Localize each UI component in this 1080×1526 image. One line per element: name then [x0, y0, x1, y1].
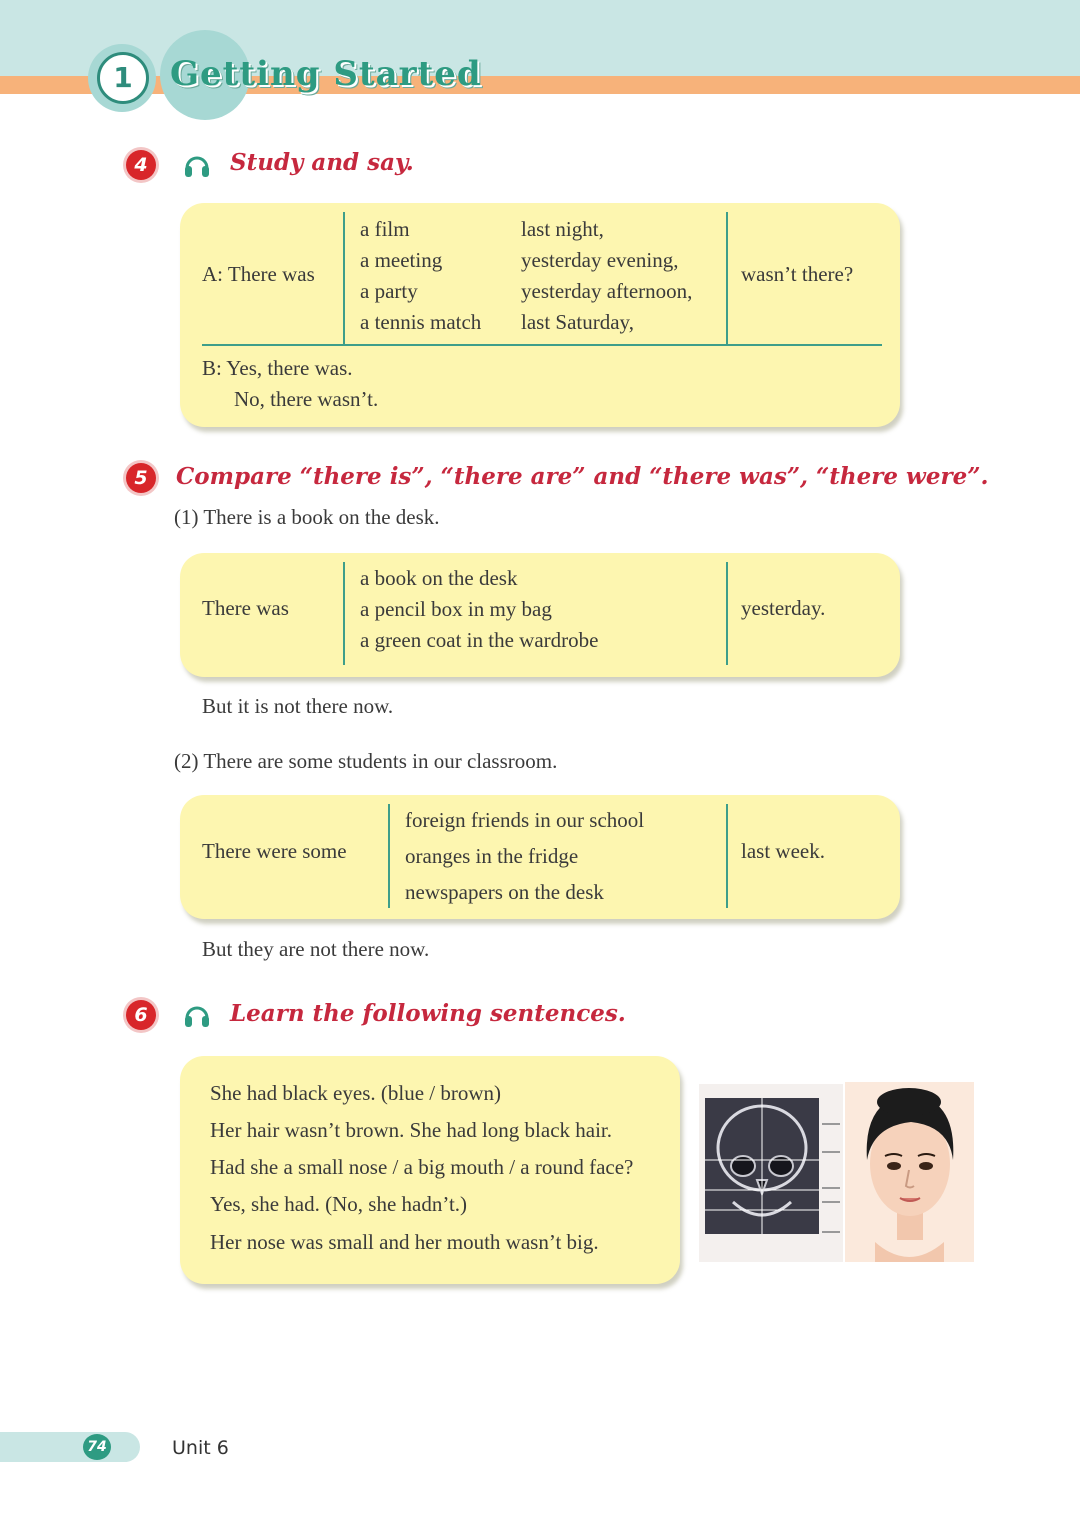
footer-bar	[0, 1432, 140, 1462]
subject-option: a meeting	[360, 248, 443, 272]
example-2-sentence: (2) There are some students in our classroom.	[174, 749, 558, 773]
skull-drawing	[705, 1098, 819, 1234]
section-5-title: Compare “there is”, “there are” and “there was”, “there were”.	[176, 463, 989, 490]
sentence-line: Had she a small nose / a big mouth / a round face?	[210, 1155, 634, 1179]
sentence-line: Yes, she had. (No, she hadn’t.)	[210, 1192, 468, 1216]
section-6-number: 6	[126, 1000, 156, 1030]
example-1-item: a pencil box in my bag	[360, 597, 552, 621]
xray-annotation-marks	[820, 1110, 844, 1240]
time-option: yesterday afternoon,	[521, 279, 693, 303]
unit-label: Unit 6	[172, 1437, 229, 1459]
page-title: Getting Started	[170, 54, 482, 94]
subject-option: a film	[360, 217, 410, 241]
section-4-title: Study and say.	[230, 149, 414, 176]
sentence-line: She had black eyes. (blue / brown)	[210, 1081, 501, 1105]
a-prefix: A: There was	[202, 262, 315, 286]
section-4-number: 4	[126, 150, 156, 180]
divider	[343, 562, 345, 665]
example-1-note: But it is not there now.	[202, 694, 394, 718]
subject-option: a tennis match	[360, 310, 482, 334]
divider	[726, 212, 728, 346]
time-option: yesterday evening,	[521, 248, 679, 272]
example-1-sentence: (1) There is a book on the desk.	[174, 505, 440, 529]
example-2-item: newspapers on the desk	[405, 880, 604, 904]
answer-yes: B: Yes, there was.	[202, 356, 353, 380]
headphones-icon	[182, 150, 212, 180]
example-2-time: last week.	[741, 839, 825, 863]
section-5-number: 5	[126, 463, 156, 493]
example-1-prefix: There was	[202, 596, 289, 620]
divider	[726, 562, 728, 665]
example-2-prefix: There were some	[202, 839, 347, 863]
example-2-item: foreign friends in our school	[405, 808, 645, 832]
divider	[343, 212, 345, 346]
example-1-time: yesterday.	[741, 596, 826, 620]
example-1-item: a book on the desk	[360, 566, 518, 590]
answer-no: No, there wasn’t.	[234, 387, 379, 411]
sentence-line: Her hair wasn’t brown. She had long black hair.	[210, 1118, 613, 1142]
headphones-icon	[182, 1000, 212, 1030]
time-option: last Saturday,	[521, 310, 634, 334]
example-2-note: But they are not there now.	[202, 937, 430, 961]
unit-number: 1	[97, 52, 149, 104]
divider	[388, 804, 390, 908]
example-1-item: a green coat in the wardrobe	[360, 628, 599, 652]
sentence-line: Her nose was small and her mouth wasn’t big.	[210, 1230, 599, 1254]
question-tag: wasn’t there?	[741, 262, 854, 286]
section-6-title: Learn the following sentences.	[230, 1000, 626, 1027]
time-option: last night,	[521, 217, 604, 241]
divider	[726, 804, 728, 908]
page-number: 74	[83, 1434, 111, 1460]
face-drawing	[845, 1082, 974, 1262]
subject-option: a party	[360, 279, 418, 303]
example-2-item: oranges in the fridge	[405, 844, 579, 868]
divider	[202, 344, 882, 346]
